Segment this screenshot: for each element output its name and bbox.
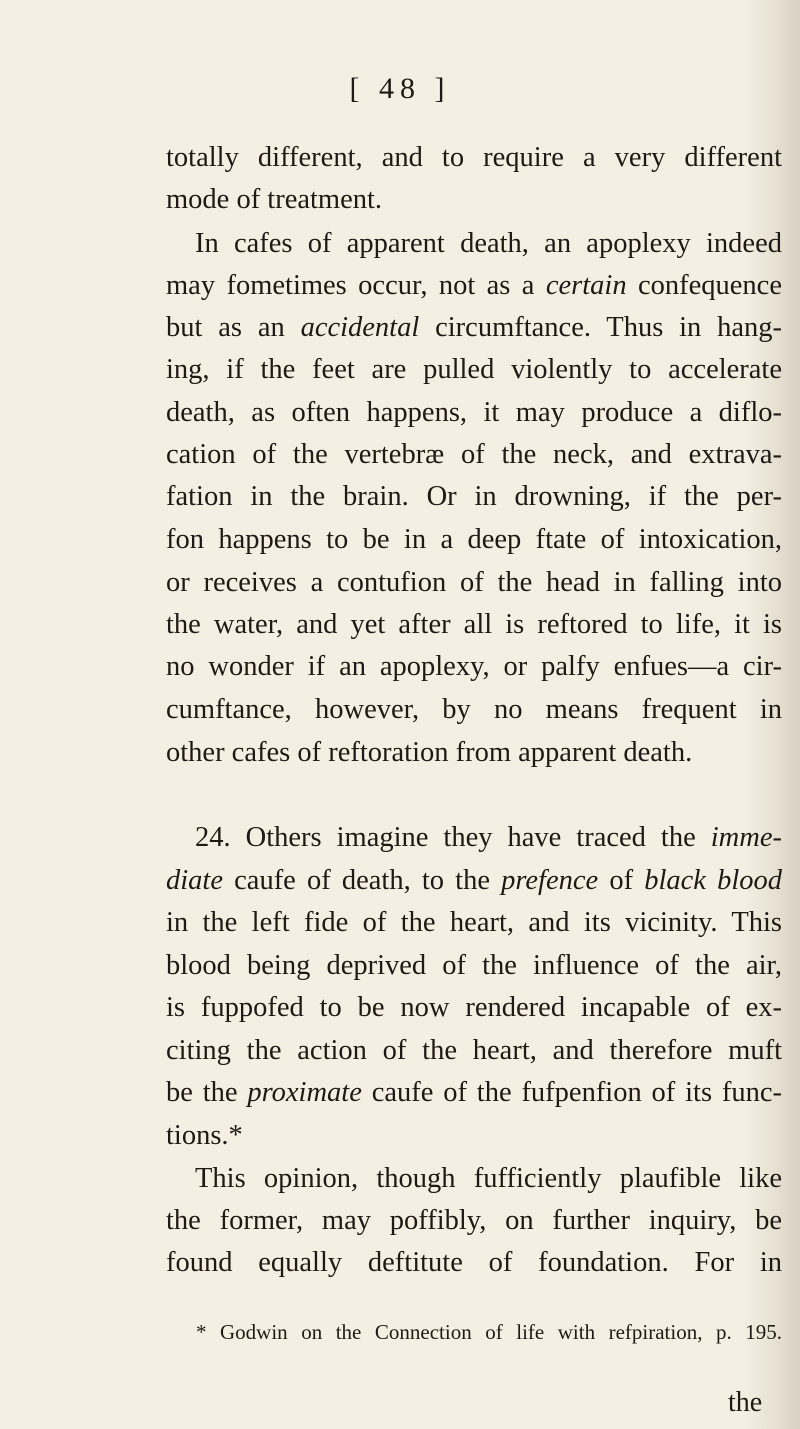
text-line: the former, may poffibly, on further inquiry, be xyxy=(166,1205,782,1236)
text-line: totally different, and to require a very different xyxy=(166,142,782,173)
text-line: other cafes of reftoration from apparent death. xyxy=(166,737,693,768)
text-span: confequence xyxy=(626,270,782,301)
text-line: This opinion, though fufficiently plaufible like xyxy=(195,1163,782,1194)
text-line: or receives a contufion of the head in falling into xyxy=(166,567,782,598)
italic-text: accidental xyxy=(300,312,420,343)
text-line: cation of the vertebræ of the neck, and extrava- xyxy=(166,439,782,470)
text-span: circumftance. Thus in hang- xyxy=(419,312,783,343)
text-line xyxy=(166,266,782,306)
text-line xyxy=(166,1073,782,1113)
text-span: but as an xyxy=(166,312,301,343)
page-number: [ 48 ] xyxy=(349,72,451,105)
footnote: * Godwin on the Connection of life with refpiration, p. 195. xyxy=(196,1320,782,1344)
italic-text: prefence xyxy=(501,865,599,896)
text-line: no wonder if an apoplexy, or palfy enfues—a cir- xyxy=(166,651,782,682)
text-line: citing the action of the heart, and therefore muft xyxy=(166,1035,782,1066)
text-line xyxy=(195,818,782,858)
italic-text: black blood xyxy=(644,865,782,896)
italic-text: certain xyxy=(545,270,627,301)
italic-text: proximate xyxy=(247,1077,362,1108)
text-line: blood being deprived of the influence of the air, xyxy=(166,950,782,981)
text-line: cumftance, however, by no means frequent in xyxy=(166,694,782,725)
text-line: found equally deftitute of foundation. For in xyxy=(166,1247,782,1278)
text-line xyxy=(166,861,782,901)
text-line: mode of treatment. xyxy=(166,184,383,215)
text-line: the water, and yet after all is reftored to life, it is xyxy=(166,609,782,640)
text-line: tions.* xyxy=(166,1120,243,1151)
text-line: fation in the brain. Or in drowning, if the per- xyxy=(166,481,782,512)
catchword: the xyxy=(728,1387,763,1418)
text-line: In cafes of apparent death, an apoplexy indeed xyxy=(195,228,782,259)
text-line: in the left fide of the heart, and its vicinity. This xyxy=(166,907,782,938)
text-span: caufe of death, to the xyxy=(223,865,502,896)
text-span: may fometimes occur, not as a xyxy=(166,270,546,301)
text-line: ing, if the feet are pulled violently to accelerate xyxy=(166,354,782,385)
text-line: fon happens to be in a deep ftate of intoxication, xyxy=(166,524,782,555)
text-line: death, as often happens, it may produce a diflo- xyxy=(166,397,782,428)
text-span: of xyxy=(598,865,645,896)
text-span: caufe of the fufpenfion of its func- xyxy=(361,1077,783,1108)
italic-text: diate xyxy=(166,865,223,896)
italic-text: imme- xyxy=(710,822,782,853)
text-span: be the xyxy=(166,1077,248,1108)
text-line: is fuppofed to be now rendered incapable of ex- xyxy=(166,992,782,1023)
text-line xyxy=(166,308,782,348)
text-span: 24. Others imagine they have traced the xyxy=(195,822,711,853)
